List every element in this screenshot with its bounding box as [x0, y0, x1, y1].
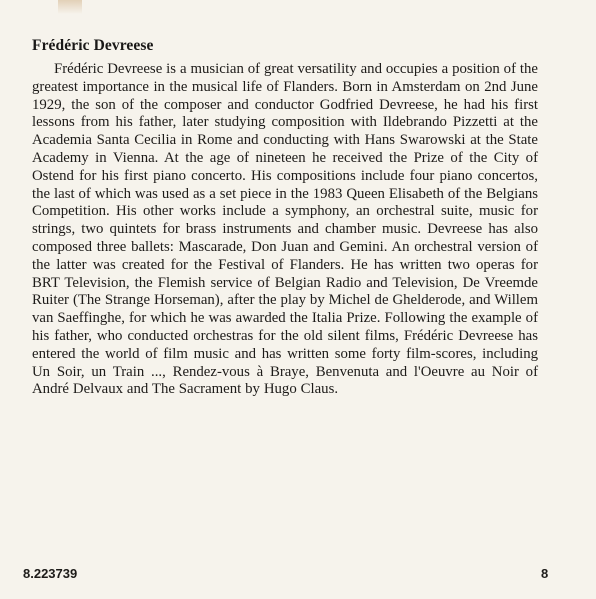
paper-stain	[58, 0, 82, 14]
page-title: Frédéric Devreese	[32, 37, 154, 54]
page-number: 8	[541, 566, 549, 581]
biography-paragraph: Frédéric Devreese is a musician of great versatility and occupies a position of the greatest importance in the musical life of Flanders. Born in Amsterdam on 2nd June 1929, the son of the composer and conductor Godfried Devreese, he had his first lessons from his father, later studying composition with Ildebrando Pizzetti at the Academia Santa Cecilia in Rome and conducting with Hans Swarowski at the State Academy in Vienna. At the age of nineteen he received the Prize of the City of Ostend for his first piano concerto. His compositions include four piano concertos, the last of which was used as a set piece in the 1983 Queen Elisabeth of the Belgians Competition. His other works include a symphony, an orchestral suite, music for strings, two quintets for brass instruments and chamber music. Devreese has also composed three ballets: Mascarade, Don Juan and Gemini. An orchestral version of the latter was created for the Festival of Flanders. He has written two operas for BRT Television, the Flemish service of Belgian Radio and Television, De Vreemde Ruiter (The Strange Horseman), after the play by Michel de Ghelderode, and Willem van Saeffinghe, for which he was awarded the Italia Prize. Following the example of his father, who conducted orchestras for the old silent films, Frédéric Devreese has entered the world of film music and has written some forty film-scores, including Un Soir, un Train ..., Rendez-vous à Braye, Benvenuta and l'Oeuvre au Noir of André Delvaux and The Sacrament by Hugo Claus.	[32, 61, 538, 398]
catalog-number: 8.223739	[23, 566, 78, 581]
